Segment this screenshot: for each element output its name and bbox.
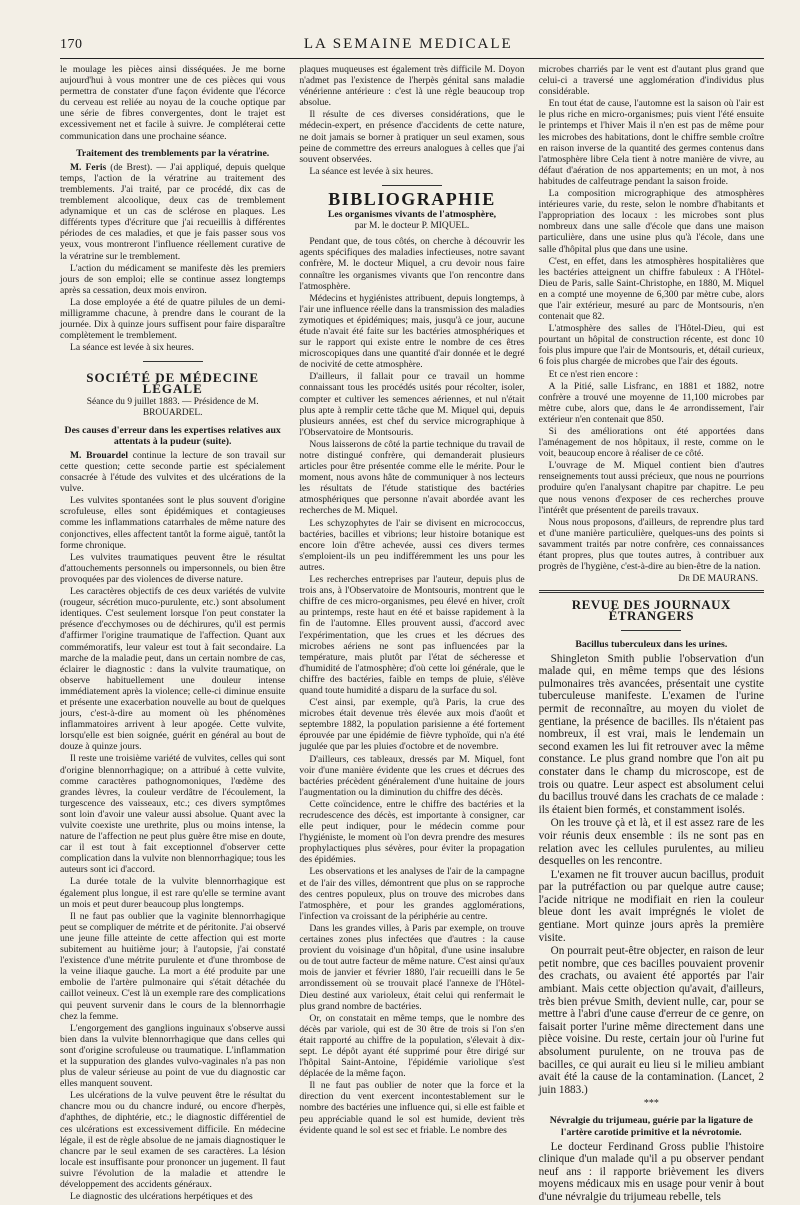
paragraph: D'ailleurs, ces tableaux, dressés par M. Miquel, font voir d'une manière évidente que les crues et décrues des bactéries précèdent généralement d'une huitaine de jours l'augmentation ou la diminution du chiffre des décès. xyxy=(299,753,525,798)
paragraph: L'action du médicament se manifeste dès les premiers jours de son emploi; elle se continue assez longtemps après sa cessation, deux mois environ. xyxy=(60,262,286,296)
paragraph: Le docteur Ferdinand Gross publie l'histoire clinique d'un malade qu'il a pu observer pendant neuf ans : il rapporte brièvement les divers moyens médicaux mis en usage pour venir à bout d'une névralgie du trijumeau rebelle, tels xyxy=(538,1140,764,1204)
subsection-heading: Bacillus tuberculeux dans les urines. xyxy=(575,638,728,650)
article-title: Les organismes vivants de l'atmosphère, xyxy=(327,209,497,221)
paragraph: Nous laisserons de côté la partie technique du travail de notre distingué confrère, qui demanderait plusieurs articles pour être présentée comme elle le mérite. Pour le moment, nous avons hâte de communiquer à nos lecteurs les résultats de l'étude statistique des bactéries atmosphériques que personne n'avait abordée avant les recherches de M. Miquel. xyxy=(299,438,525,517)
paragraph: On pourrait peut-être objecter, en raison de leur petit nombre, que ces bacilles pouvaient provenir des crachats, ou avaient été apportés par l'air ambiant. Mais cette objection qu'avait, d'ailleurs, très bien prévue Smith, devient nulle, car, pour se mettre à l'abri d'une cause d'erreur de ce genre, on faisait porter l'urine même directement dans une pièce voisine. Du reste, certain jour où l'urine fut absolument purulente, on ne trouva pas de bacilles, ce qui aurait eu lieu si le milieu ambiant avait été la cause de la contamination. (Lancet, 2 juin 1883.) xyxy=(538,945,764,1096)
separator-stars: *** xyxy=(643,1098,659,1110)
journal-title: LA SEMAINE MEDICALE xyxy=(303,36,513,52)
paragraph: En tout état de cause, l'automne est la saison où l'air est le plus riche en micro-organismes; puis vient l'été ensuite le printemps et l'hiver Mais il n'en est pas de même pour les microbes des habitations, dont le chiffre semble croître en raison inverse de la quantité des germes contenus dans l'atmosphère libre Cela tient à notre manière de vivre, au défaut d'aération de nos appartements; en un mot, à nos habitudes de calfeutrage pendant la saison froide. xyxy=(538,98,764,187)
paragraph: La composition micrographique des atmosphères intérieures varie, du reste, selon le nombre d'habitants et l'appropriation des locaux : les microbes sont plus nombreux dans une salle d'école que dans une maison particulière, dans une usine plus qu'à l'école, dans une salle d'hôpital plus que dans une usine. xyxy=(538,188,764,255)
paragraph: Les schyzophytes de l'air se divisent en micrococcus, bactéries, bacilles et vibrions; leur histoire botanique est encore loin d'être achevée, aussi ces divers termes s'emploient-ils un peu indifféremment les uns pour les autres. xyxy=(299,517,525,573)
paragraph-brouardel xyxy=(60,450,285,494)
column-right xyxy=(539,64,764,1205)
paragraph: Les recherches entreprises par l'auteur, depuis plus de trois ans, à l'Observatoire de Montsouris, montrent que le chiffre de ces micro-organismes, peu élevé en hiver, croît au printemps, reste haut en été et baisse rapidement à la fin de l'automne. Elles prouvent aussi, d'accord avec l'expérimentation, que les crues et les décrues des microbes aériens ne sont pas influencées par la température, mais plutôt par l'état de sécheresse et d'humidité de l'atmosphère; d'où cette loi générale, que le chiffre des bactéries, faible en temps de pluie, s'élève quand toute humidité a disparu de la surface du sol. xyxy=(299,574,525,696)
paragraph: La séance est levée à six heures. xyxy=(70,342,194,354)
paragraph: La séance est levée à six heures. xyxy=(309,165,434,177)
paragraph: Nous nous proposons, d'ailleurs, de reprendre plus tard et d'une manière particulière, quelques-uns des points si savamment traités par notre confrère, ces connaissances étant propres, plus que toutes autres, à contribuer aux progrès de l'hygiène, c'est-à-dire au bien-être de la nation. xyxy=(538,516,764,573)
paragraph: L'engorgement des ganglions inguinaux s'observe aussi bien dans la vulvite blennorrhagique que dans celles qui sont d'origine scrofuleuse ou traumatique. L'inflammation et la suppuration des glandes vulvo-vaginales n'a pas non plus de valeur sérieuse au point de vue du diagnostic car elles manquent souvent. xyxy=(60,1022,286,1090)
section-title: REVUE DES JOURNAUX ÉTRANGERS xyxy=(571,597,731,624)
page-header xyxy=(60,36,764,59)
paragraph: Pendant que, de tous côtés, on cherche à découvrir les agents spécifiques des maladies infectieuses, notre savant confrère, M. le docteur Miquel, a cru devoir nous faire connaître les organismes vivants que l'on rencontre dans l'atmosphère. xyxy=(299,236,525,292)
paragraph: On les trouve çà et là, et il est assez rare de les voir réunis deux ensemble : ils ne sont pas en relation avec les cellules purulentes, au milieu desquelles on les rencontre. xyxy=(538,817,764,868)
paragraph: D'ailleurs, il fallait pour ce travail un homme connaissant tous les procédés usités pour récolter, isoler, compter et cultiver les semences aériennes, et nul n'était plus apte à remplir cette tâche que M. Miquel qui, depuis plusieurs années, est chef du service micrographique à l'Observatoire de Montsouris. xyxy=(299,371,525,438)
paragraph: L'atmosphère des salles de l'Hôtel-Dieu, qui est pourtant un hôpital de construction récente, est donc 10 fois plus impure que l'air de Montsouris, et, détail curieux, 6 fois plus chargée de microbes que l'air des égouts. xyxy=(538,323,764,368)
subsection-heading: Névralgie du trijumeau, guérie par la ligature de l'artère carotide primitive et la névrotomie. xyxy=(549,1115,753,1138)
paragraph: Si des améliorations ont été apportées dans l'aménagement de nos hôpitaux, il reste, comme on le voit, beaucoup encore à réaliser de ce côté. xyxy=(538,426,764,460)
paragraph: Les vulvites spontanées sont le plus souvent d'origine scrofuleuse, elles sont épidémiques et contagieuses comme les inflammations catarrhales de même nature des conjonctives, elles affectent tantôt la forme aiguë, tantôt la forme chronique. xyxy=(60,495,286,551)
divider xyxy=(621,630,681,631)
page-number: 170 xyxy=(60,37,83,52)
speaker-name: M. Brouardel xyxy=(70,449,129,461)
session-info: Séance du 9 juillet 1883. — Présidence de M. BROUARDEL. xyxy=(86,396,259,418)
signature: Dr DE MAURANS. xyxy=(678,573,758,585)
paragraph: microbes charriés par le vent est d'autant plus grand que celui-ci a traversé une agglomération d'individus plus considérable. xyxy=(538,64,764,98)
subsection-heading: Traitement des tremblements par la vératrine. xyxy=(76,147,270,159)
column-left xyxy=(60,64,285,1205)
paragraph: Les vulvites traumatiques peuvent être le résultat d'attouchements personnels ou impersonnels, ou bien être provoquées par des violences de diverse nature. xyxy=(60,551,286,585)
paragraph: La durée totale de la vulvite blennorrhagique est également plus longue, il est rare qu'elle se termine avant un mois et peut durer beaucoup plus longtemps. xyxy=(60,876,286,910)
paragraph: Or, on constatait en même temps, que le nombre des décès par variole, qui est de 30 être de trois si l'on s'en était rapporté au chiffre de la population, s'élevait à dix-sept. Le dépôt ayant été supprimé pour être dirigé sur l'hôpital Saint-Antoine, l'épidémie variolique s'est déplacée de la même façon. xyxy=(299,1012,525,1080)
paragraph: L'ouvrage de M. Miquel contient bien d'autres renseignements tout aussi précieux, que nous ne pourrions produire qu'en l'analysant chapitre par chapitre. Le peu que nous venons d'exposer de ces recherches prouve l'intérêt que présentent de pareils travaux. xyxy=(538,460,764,516)
bibliography-title: BIBLIOGRAPHIE xyxy=(328,188,496,209)
speaker-name: M. Feris xyxy=(70,161,107,173)
paragraph: Il ne faut pas oublier que la vaginite blennorrhagique peut se compliquer de métrite et de péritonite. J'ai observé une jeune fille atteinte de cette affection qui est morte subitement au huitième jour; à l'autopsie, j'ai constaté l'existence d'une métrite purulente et d'une thrombose de la veine iliaque gauche. La mort a été produite par une embolie de l'artère pulmonaire qui s'était détachée du caillot veineux. C'est là un exemple rare des complications qui peuvent survenir dans le cours de la blennorrhagie chez la femme. xyxy=(60,910,286,1022)
paragraph: C'est, en effet, dans les atmosphères hospitalières que les bactéries atteignent un chiffre fabuleux : A l'Hôtel-Dieu de Paris, salle Saint-Christophe, en 1880, M. Miquel en a compté une moyenne de 6,300 par mètre cube, alors que l'air extérieur, mesuré au parc de Montsouris, n'en contenait que 82. xyxy=(538,255,764,323)
article-body xyxy=(539,653,764,1097)
speaker-text: continue la lecture de son travail sur cette question; cette seconde partie est spécialement consacrée à l'étude des vulvites et des ulcérations de la vulve. xyxy=(60,449,286,495)
article-byline: par M. le docteur P. MIQUEL. xyxy=(354,221,470,232)
paragraph: Et ce n'est rien encore : xyxy=(548,368,639,380)
divider xyxy=(382,185,442,186)
paragraph: L'examen ne fit trouver aucun bacillus, produit par la putréfaction ou par quelque autre cause; l'acide nitrique ne modifiait en rien la couleur bleue dont les avait imprégnés le violet de gentiane. Mort quinze jours après la première visite. xyxy=(538,868,764,944)
article-body xyxy=(539,1141,764,1204)
paragraph: Les caractères objectifs de ces deux variétés de vulvite (rougeur, sécrétion muco-purulente, etc.) sont absolument identiques. C'est seulement lorsque l'on peut constater la présence d'ecchymoses ou de déchirures, qu'il est permis d'affirmer l'origine traumatique de l'affection. Quant aux commémoratifs, leur valeur est tout à fait secondaire. La marche de la maladie peut, dans un certain nombre de cas, éclairer le diagnostic : dans la vulvite traumatique, on observe habituellement une douleur intense immédiatement après la violence; celle-ci diminue ensuite et présente une exacerbation nouvelle au bout de quelques jours, c'est-à-dire au moment où les phénomènes inflammatoires arrivent à leur apogée. Cette vulvite, lorsqu'elle est bien soignée, guérit en général au bout de douze à quinze jours. xyxy=(60,586,286,753)
paragraph: Shingleton Smith publie l'observation d'un malade qui, en même temps que des lésions pulmonaires très avancées, présentait une cystite tuberculeuse manifeste. L'examen de l'urine permit de reconnaître, au moyen du violet de gentiane, la présence de bacilles. Ils n'étaient pas nombreux, il est vrai, mais le lendemain un second examen les lui fit retrouver avec la même constance. Le plus grand nombre que l'on ait pu constater dans le champ du microscope, est de trois ou quatre. Leur aspect est absolument celui du bacillus trouvé dans les crachats de ce malade : ils étaient bien formés, et constamment isolés. xyxy=(538,652,764,816)
column-middle xyxy=(299,64,524,1205)
paragraph: plaques muqueuses est également très difficile M. Doyon n'admet pas l'existence de l'herpès génital sans maladie vénérienne antérieure : c'est là une règle beaucoup trop absolue. xyxy=(299,64,525,109)
paragraph: Il résulte de ces diverses considérations, que le médecin-expert, en présence d'accidents de cette nature, ne doit jamais se borner à pratiquer un seul examen, sous peine de commettre des erreurs analogues à celles que j'ai souvent observées. xyxy=(299,109,525,165)
paragraph: C'est ainsi, par exemple, qu'à Paris, la crue des microbes était devenue très élevée aux mois d'août et septembre 1882, la population parisienne a été fortement éprouvée par une épidémie de fièvre typhoïde, qui n'a été jugulée que par les pluies d'octobre et de novembre. xyxy=(299,697,525,753)
paragraph: La dose employée a été de quatre pilules de un demi-milligramme chacune, à prendre dans le courant de la journée. Dix à quinze jours suffisent pour faire disparaître complètement le tremblement. xyxy=(60,296,286,342)
paragraph: Le diagnostic des ulcérations herpétiques et des xyxy=(70,1191,253,1203)
subsection-heading: Des causes d'erreur dans les expertises relatives aux attentats à la pudeur (suite). xyxy=(64,424,281,447)
paragraph: Il reste une troisième variété de vulvites, celles qui sont d'origine blennorrhagique; on a attribué à cette vulvite, comme caractères pathognomoniques, l'œdème des grandes lèvres, la couleur verdâtre de l'écoulement, la turgescence des vaisseaux, etc.; ces divers symptômes sont loin d'avoir une valeur aussi absolue. Quant avec la vulvite coexiste une urethrite, plus ou moins intense, la nature de l'affection ne peut plus guère être mise en doute, car il est tout à fait exceptionnel d'observer cette complication dans la vulvite non blennorrhagique; tous les auteurs sont ici d'accord. xyxy=(60,753,286,876)
paragraph: le moulage les pièces ainsi disséquées. Je me borne aujourd'hui à vous montrer une de ces pièces qui vous permettra de constater d'une façon évidente que l'écorce du cerveau est reliée au noyau de la couche optique par une série de fibres convergentes, dont le trajet est excessivement net et facile à suivre. Je compléterai cette communication dans une prochaine séance. xyxy=(60,64,286,142)
speaker-text: (de Brest). — J'ai appliqué, depuis quelque temps, l'action de la vératrine au traitement des tremblements. J'ai traité, par ce procédé, dix cas de tremblement alcoolique, deux cas de tremblement adynamique et un cas de sclérose en plaques. Les différents types d'écriture que j'ai recueillis à différentes périodes de ces maladies, et que je fais passer sous vos yeux, vous montreront l'influence réellement curative de la vératrine sur le tremblement. xyxy=(60,161,286,262)
section-title: SOCIÉTÉ DE MÉDECINE LÉGALE xyxy=(86,370,260,397)
paragraph: Les observations et les analyses de l'air de la campagne et de l'air des villes, démontrent que plus on se rapproche des centres populeux, plus on trouve des microbes dans l'atmosphère, et pour les grandes agglomérations, l'infection va croissant de la périphérie au centre. xyxy=(299,866,525,922)
divider xyxy=(539,590,764,593)
article-columns xyxy=(60,64,764,1204)
paragraph: Dans les grandes villes, à Paris par exemple, on trouve certaines zones plus infectées que d'autres : la cause provient du voisinage d'un hôpital, d'une usine insalubre ou de tout autre facteur de même nature. C'est ainsi qu'aux mois de janvier et février 1880, l'air recueilli dans le 5e arrondissement où se trouvait placé l'annexe de l'Hôtel-Dieu destiné aux varioleux, était celui qui renfermait le plus grand nombre de bactéries. xyxy=(299,922,525,1012)
paragraph: Les ulcérations de la vulve peuvent être le résultat du chancre mou ou du chancre induré, ou encore d'herpès, d'aphthes, de diphtérie, etc.; le diagnostic différentiel de ces ulcérations est excessivement difficile. En médecine légale, il est de règle absolue de ne jamais diagnostiquer le chancre par le seul examen de ses caractères. La lésion locale est insuffisante pour prononcer un jugement. Il faut suivre l'évolution de la maladie et attendre le développement des accidents généraux. xyxy=(60,1090,286,1190)
paragraph-feris xyxy=(60,162,285,262)
paragraph: Médecins et hygiénistes attribuent, depuis longtemps, à l'air une influence réelle dans la transmission des maladies zymotiques et épidémiques; mais, jusqu'à ce jour, aucune étude n'avait été faite sur les bactéries atmosphériques et sur le rapport qui existe entre le nombre de ces êtres microscopiques dans une quantité d'air donnée et le degré de nocivité de cette atmosphère. xyxy=(299,292,525,371)
divider xyxy=(143,361,203,362)
paragraph: Cette coïncidence, entre le chiffre des bactéries et la recrudescence des décès, est importante à consigner, car elle peut indiquer, pour le médecin comme pour l'hygiéniste, le moment où l'on devra prendre des mesures prophylactiques plus sévères, pour éviter la propagation des épidémies. xyxy=(299,798,525,866)
paragraph: Il ne faut pas oublier de noter que la force et la direction du vent exercent incontestablement sur le nombre des bactéries une influence qui, si elle est faible et peu appréciable quand le sol est humide, devient très évidente quand le sol est sec et friable. Le nombre des xyxy=(299,1080,525,1136)
paragraph: A la Pitié, salle Lisfranc, en 1881 et 1882, notre confrère a trouvé une moyenne de 11,100 microbes par mètre cube, alors que, dans le 4e arrondissement, l'air extérieur n'en contenait que 850. xyxy=(538,380,764,425)
